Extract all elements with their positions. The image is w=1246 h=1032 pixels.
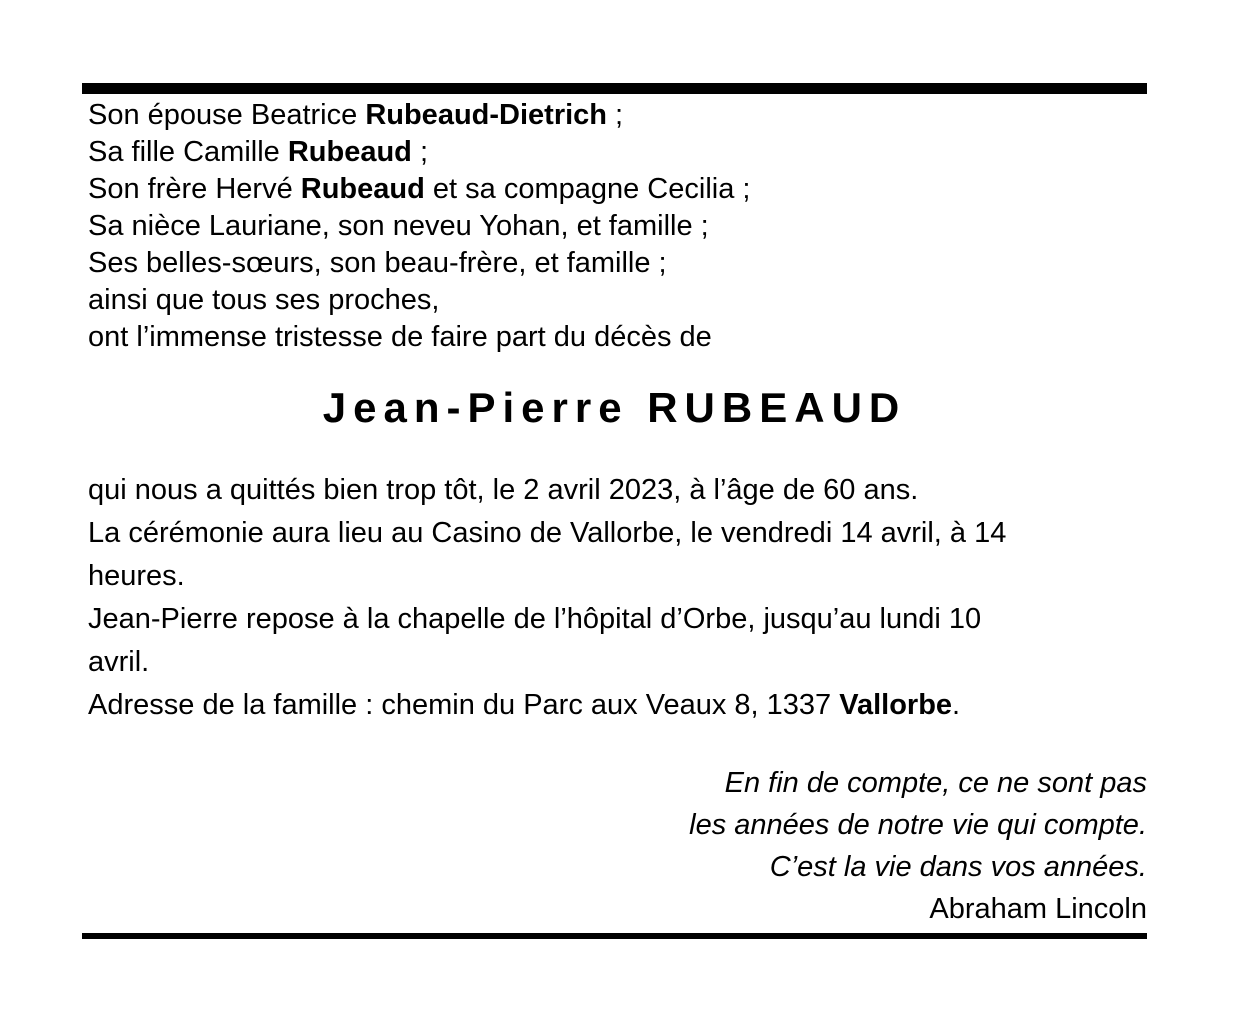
family-line <box>88 134 1147 171</box>
family-line <box>88 319 1147 356</box>
notice-body <box>88 469 1147 727</box>
body-line-text: Jean-Pierre repose à la chapelle de l’hôpital d’Orbe, jusqu’au lundi 10 <box>88 603 982 635</box>
notice-content <box>82 83 1147 939</box>
family-block <box>88 97 1147 356</box>
family-line-surname: Rubeaud <box>300 173 425 205</box>
body-line <box>88 598 1147 641</box>
family-line-text: ont l’immense tristesse de faire part du décès de <box>88 321 712 353</box>
memorial-quote <box>82 762 1147 930</box>
body-line-text: avril. <box>88 646 150 678</box>
family-line <box>88 245 1147 282</box>
quote-line: En fin de compte, ce ne sont pas <box>724 767 1147 799</box>
body-line-suffix: . <box>952 689 961 721</box>
family-line <box>88 171 1147 208</box>
family-line <box>88 208 1147 245</box>
family-line-suffix: et sa compagne Cecilia ; <box>424 173 751 205</box>
body-line-text: heures. <box>88 560 185 592</box>
quote-attribution: Abraham Lincoln <box>929 893 1147 925</box>
family-line <box>88 97 1147 134</box>
body-line-text: La cérémonie aura lieu au Casino de Vallorbe, le vendredi 14 avril, à 14 <box>88 517 1007 549</box>
family-line <box>88 282 1147 319</box>
family-line-text: Sa nièce Lauriane, son neveu Yohan, et famille ; <box>88 210 709 242</box>
family-line-text: Sa fille Camille <box>88 136 288 168</box>
body-line <box>88 684 1147 727</box>
family-line-suffix: ; <box>411 136 429 168</box>
family-line-text: ainsi que tous ses proches, <box>88 284 440 316</box>
top-rule <box>82 83 1147 94</box>
body-line-bold: Vallorbe <box>839 689 953 721</box>
deceased-name: Jean-Pierre RUBEAUD <box>322 384 907 431</box>
body-line <box>88 555 1147 598</box>
bottom-rule <box>82 933 1147 939</box>
family-line-text: Son épouse Beatrice <box>88 99 366 131</box>
body-line <box>88 641 1147 684</box>
body-line <box>88 469 1147 512</box>
family-line-surname: Rubeaud-Dietrich <box>365 99 607 131</box>
body-line-text: Adresse de la famille : chemin du Parc aux Veaux 8, 1337 <box>88 689 840 721</box>
family-line-surname: Rubeaud <box>287 136 412 168</box>
body-line <box>88 512 1147 555</box>
quote-line: les années de notre vie qui compte. <box>689 809 1147 841</box>
family-line-text: Son frère Hervé <box>88 173 301 205</box>
body-line-text: qui nous a quittés bien trop tôt, le 2 avril 2023, à l’âge de 60 ans. <box>88 474 919 506</box>
family-line-suffix: ; <box>607 99 624 131</box>
quote-line: C’est la vie dans vos années. <box>769 851 1147 883</box>
family-line-text: Ses belles-sœurs, son beau-frère, et famille ; <box>88 247 667 279</box>
